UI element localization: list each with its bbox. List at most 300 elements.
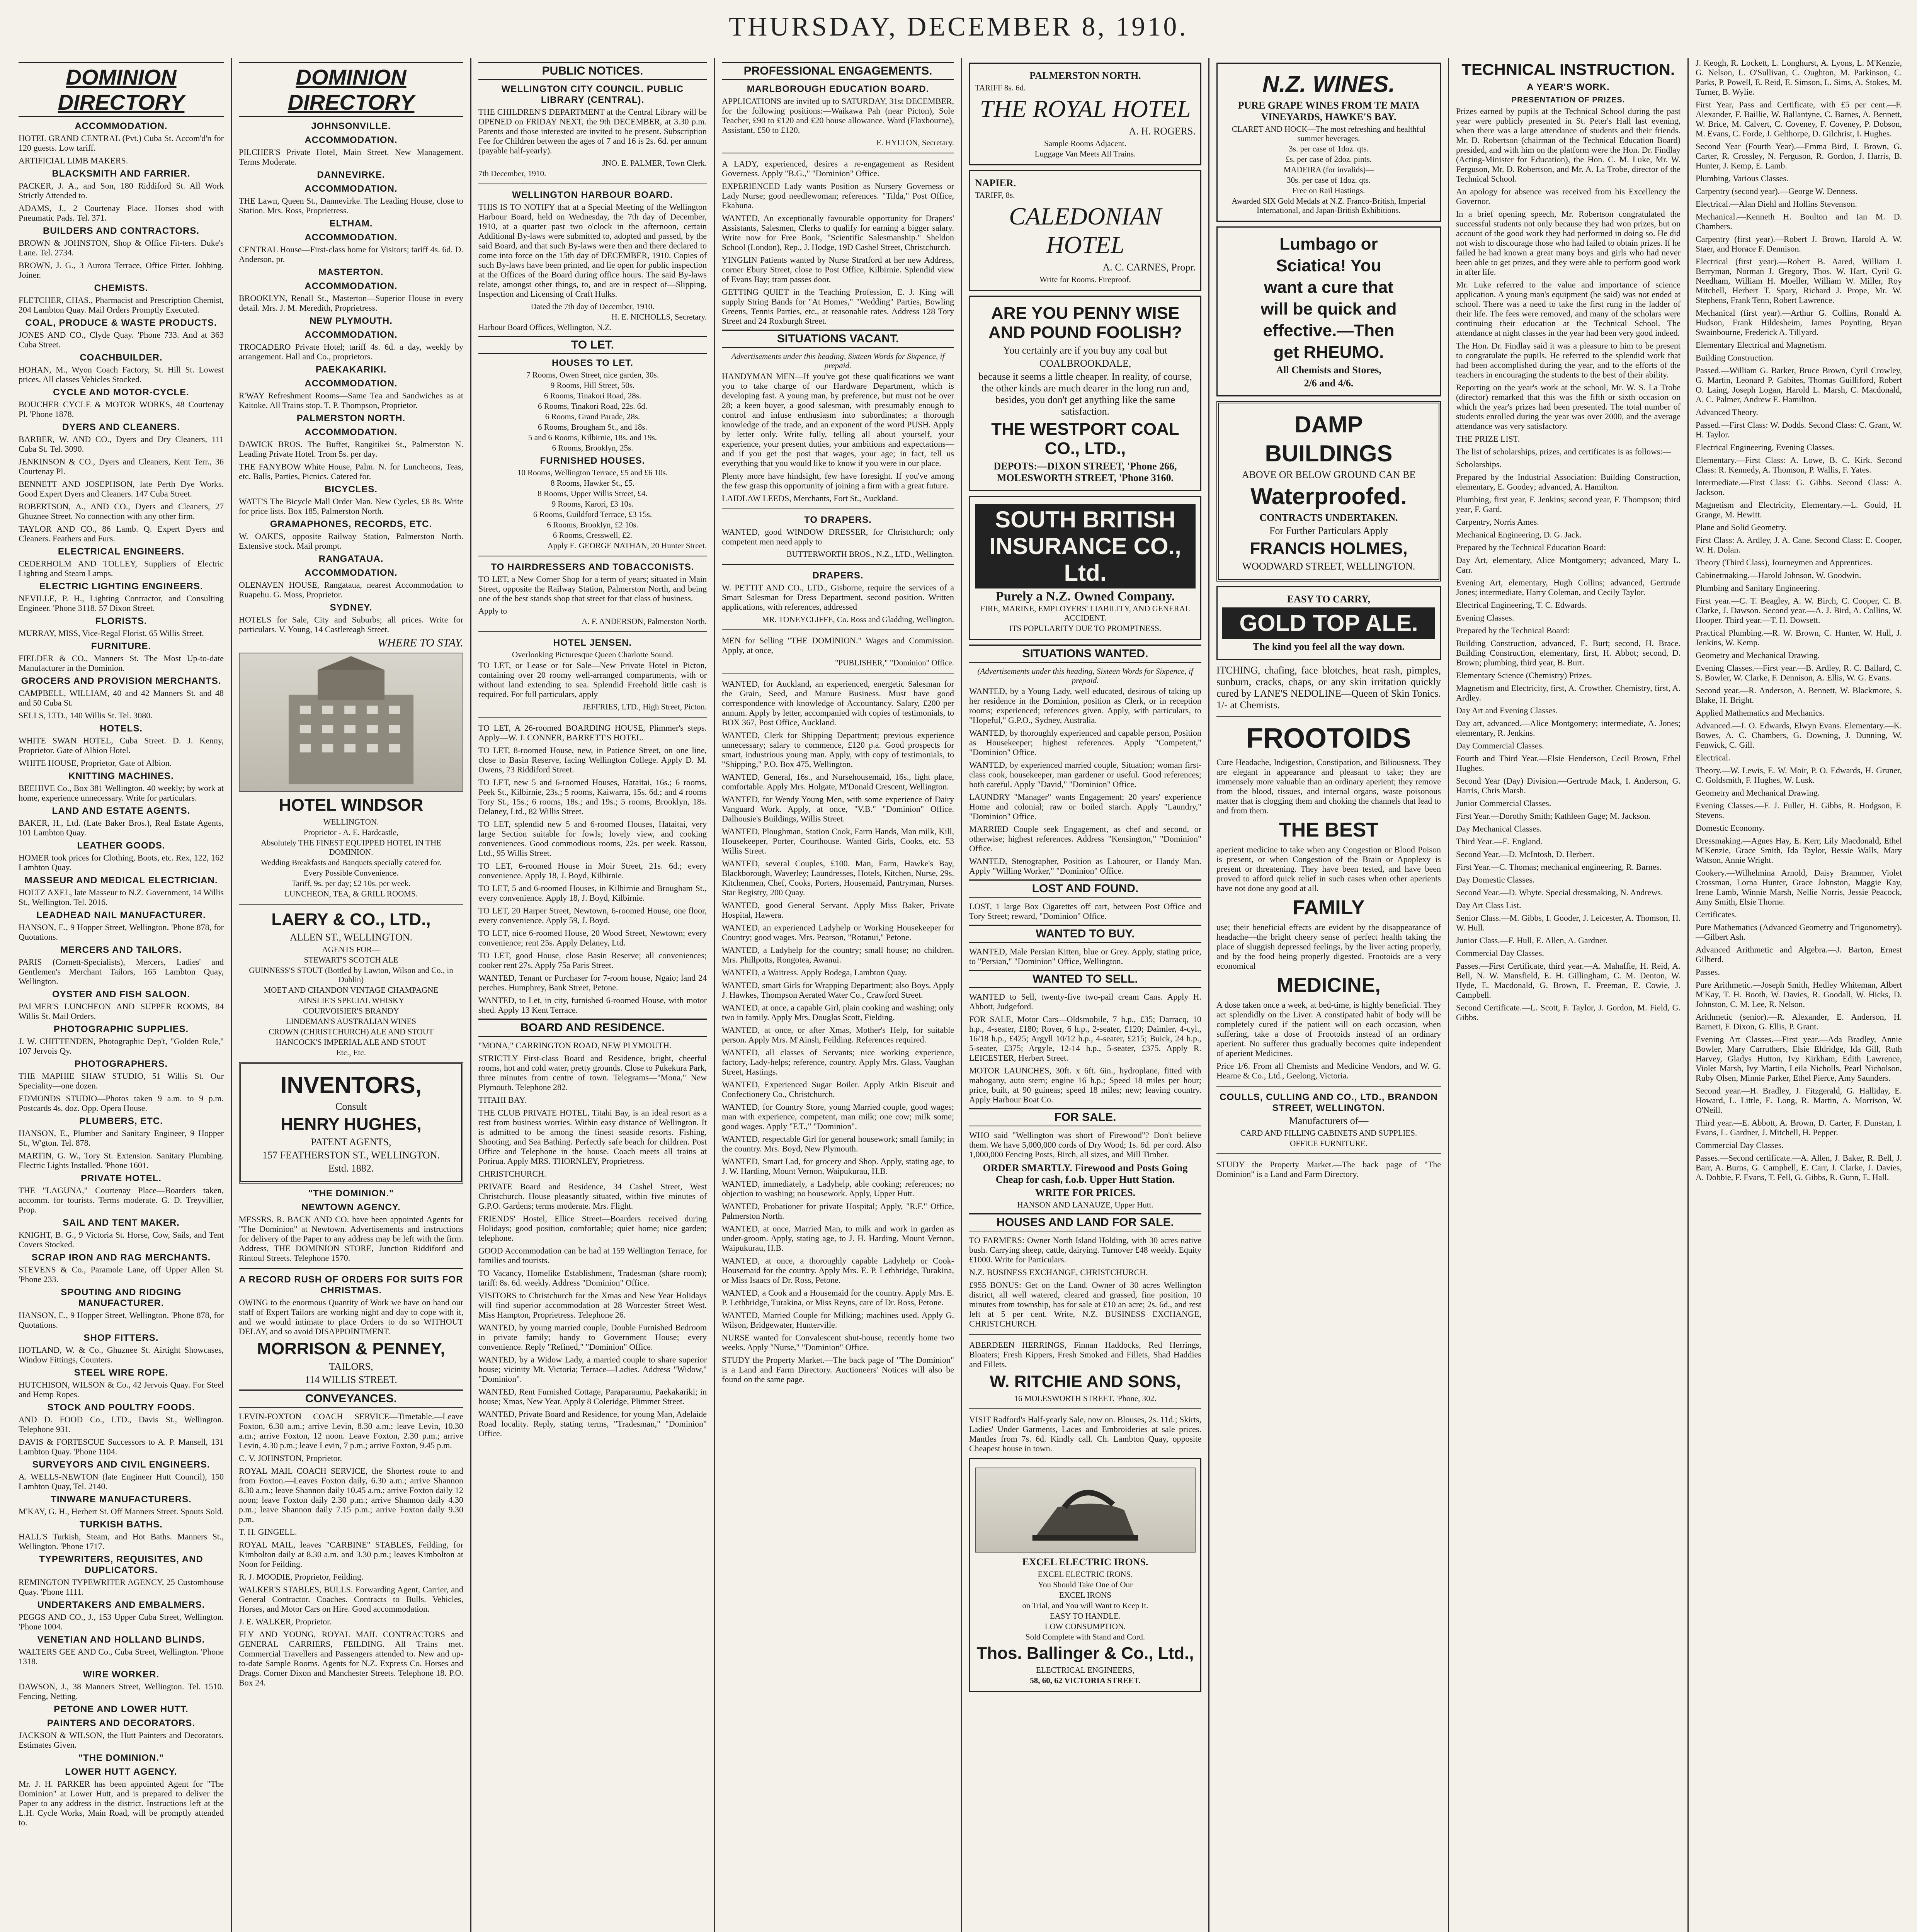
directory-entry: ADAMS, J., 2 Courtenay Place. Horses shod with Pneumatic Pads. Tel. 371. [19,203,224,223]
royal-hotel-name: THE ROYAL HOTEL [980,95,1191,122]
morrison-address: 114 WILLIS STREET. [305,1374,397,1385]
directory-entry: JENKINSON & CO., Dyers and Cleaners, Kent Terr., 36 Courtenay Pl. [19,457,224,476]
board-entry: TITAHI BAY. [478,1095,527,1105]
laery-line: COURVOISIER'S BRANDY [303,1006,399,1015]
morrison-sub: TAILORS, [329,1361,373,1372]
vacant-entry: WANTED, respectable Girl for general housework; small family; in the country. Mrs. Boyd, New Plymouth. [722,1134,954,1153]
directory-entry: TAYLOR AND CO., 86 Lamb. Q. Expert Dyers and Cleaners. Feathers and Furs. [19,524,224,543]
laery-line: AINSLIE'S SPECIAL WHISKY [298,996,405,1005]
directory-entry: BOUCHER CYCLE & MOTOR WORKS, 48 Courtenay Pl. 'Phone 1878. [19,400,224,419]
directory-heading: LAND AND ESTATE AGENTS. [52,806,191,816]
frootoids-title: FROOTOIDS [1246,723,1411,754]
coal-headline: ARE YOU PENNY WISE AND POUND FOOLISH? [988,304,1182,342]
prize-entry: Mechanical.—Kenneth H. Boulton and Ian M. D. Chambers. [1696,212,1902,231]
laery-agency-list [239,945,463,1057]
furnished-listing: 9 Rooms, Karori, £3 10s. [551,499,634,509]
westport-coal-ad [969,296,1201,491]
caledonian-name: CALEDONIAN HOTEL [1009,202,1162,259]
directory-entry: BROWN, J. G., 3 Aurora Terrace, Office Fitter. Jobbing. Joiner. [19,260,224,280]
conveyance-entry: R. J. MOODIE, Proprietor, Feilding. [239,1572,364,1582]
prize-list-continued [1696,58,1902,1182]
article-paragraph: The list of scholarships, prizes, and certificates is as follows:— [1456,447,1671,456]
directory-heading: UNDERTAKERS AND EMBALMERS. [37,1600,205,1610]
hotel-windsor-line: Proprietor - A. E. Hardcastle, [303,828,399,837]
vacant-entry: NURSE wanted for Convalescent shut-house, recently home two weeks. Apply "Nurse," "Dominion" Office. [722,1333,954,1352]
directory-heading: ACCOMMODATION. [304,568,398,578]
directory-entry: JONES AND CO., Clyde Quay. 'Phone 733. And at 363 Cuba Street. [19,330,224,349]
rheumo-ad [1216,226,1441,396]
vacant-ads [722,371,954,503]
vacant-entry: WANTED, smart Girls for Wrapping Department; also Boys. Apply J. Hawkes, Thompson Aerated Water Co., Crawford Street. [722,980,954,1000]
divider [1216,716,1441,717]
directory-heading: ACCOMMODATION. [304,378,398,389]
directory-heading: CYCLE AND MOTOR-CYCLE. [53,387,189,398]
directory-entry: THE Lawn, Queen St., Dannevirke. The Leading House, close to Station. Mrs. Ross, Proprietress. [239,196,463,215]
directory-entry: HANSON, E., Plumber and Sanitary Engineer, 9 Hopper St., W'gton. Tel. 878. [19,1128,224,1148]
sbi-details [975,604,1196,633]
directory-entry: R'WAY Refreshment Rooms—Same Tea and Sandwiches as at Kaitoke. All Trains stop. T. P. Thompson, Proprietor. [239,391,463,410]
to-let-entry: TO LET, nice 6-roomed House, 20 Wood Street, Newtown; every convenience; rent 25s. Apply Delaney, Ltd. [478,928,707,947]
directory-heading: SPOUTING AND RIDGING MANUFACTURER. [61,1287,182,1308]
directory-entry: PALMER'S LUNCHEON AND SUPPER ROOMS, 84 Willis St. Mail Orders. [19,1002,224,1021]
to-let-entry: TO LET, 8-roomed House, new, in Patience Street, on one line, close to Basin Reserve, facing Wellington College. Apply D. M. Owens, 73 Riddiford Street. [478,745,707,774]
prize-entry: Pure Mathematics (Advanced Geometry and Trigonometry).—Gilbert Ash. [1696,922,1902,942]
prize-entry: Theory (Third Class), Journeymen and Apprentices. [1696,558,1873,567]
hairdressers-apply: Apply to [478,606,507,616]
house-sale-entry: TO FARMERS: Owner North Island Holding, with 30 acres native bush. Carrying sheep, cattle, dairying. Turnover £48 weekly. Equity £1000. Write for Particulars. [969,1235,1201,1264]
order-smartly: ORDER SMARTLY. Firewood and Posts Going Cheap for cash, f.o.b. Upper Hutt Station. [983,1162,1188,1185]
wine-line: 30s. per case of 1doz. qts. [1287,175,1371,185]
coulls-title: COULLS, CULLING AND CO., LTD., BRANDON STREET, WELLINGTON. [1220,1092,1438,1113]
prize-entry: Advanced Theory. [1696,407,1758,417]
inventors-name: HENRY HUGHES, [281,1115,422,1134]
prize-entry: Second Certificate.—L. Scott, F. Taylor, J. Gordon, M. Field, G. Gibbs. [1456,1003,1681,1022]
ritchie-name: W. RITCHIE AND SONS, [990,1372,1181,1391]
board-entry: STRICTLY First-class Board and Residence, bright, cheerful rooms, hot and cold water, pretty grounds. Close to Pukekura Park, three minutes from centre of town. Telegrams—"Mona," New Plymouth. Telephone 282. [478,1053,707,1092]
prize-entry: Second year.—R. Anderson, A. Bennett, W. Blackmore, S. Blake, H. Bright. [1696,685,1902,705]
column-prize-list-continued [1689,58,1909,1932]
rheumo-price: 2/6 and 4/6. [1304,378,1354,389]
directory-heading: FURNITURE. [91,641,151,651]
to-let-entry: TO LET, good House, close Basin Reserve; all conveniences; cooker rent 27s. Apply 75a Paris Street. [478,951,707,970]
caledonian-hotel-ad [969,170,1201,291]
directory-entry: PARIS (Cornett-Specialists), Mercers, Ladies' and Gentlemen's Merchant Tailors, 165 Lambton Quay, Wellington. [19,957,224,986]
damp-buildings-ad [1216,401,1441,582]
laery-line: MOET AND CHANDON VINTAGE CHAMPAGNE [264,985,439,995]
rheumo-line: want a cure that [1264,278,1393,297]
directory-heading: BICYCLES. [324,484,378,495]
directory-heading: MASSEUR AND MEDICAL ELECTRICIAN. [24,875,218,886]
conveyance-entry: T. H. GINGELL. [239,1527,297,1537]
prize-entry: Practical Plumbing.—R. W. Brown, C. Hunter, W. Hull, J. Jenkins, W. Kemp. [1696,628,1902,647]
directory-entry: WHITE SWAN HOTEL, Cuba Street. D. J. Kenny, Proprietor. Gate of Albion Hotel. [19,736,224,755]
prize-entry: Electrical. [1696,753,1730,762]
vacant-entry: WANTED, several Couples, £100. Man, Farm, Hawke's Bay, Blackborough, Waverley; Laundresses, Hotels, Kitchen, Nurse, 29s. Kitchenmen, Chef, Cooks, Porters, Housemaid, Pantryman, Nurses. Star Registry, 200 Quay. [722,859,954,897]
frootoids-medicine: MEDICINE, [1277,974,1381,997]
gold-top-top: EASY TO CARRY, [1287,594,1371,605]
prize-entry: Fourth and Third Year.—Elsie Henderson, Cecil Brown, Ethel Hughes. [1456,753,1681,773]
situation-wanted-entry: MARRIED Couple seek Engagement, as chef and second, or otherwise; highest references. Address "Kensington," "Dominion" Office. [969,824,1201,853]
jensen-title: HOTEL JENSEN. [553,638,632,648]
damp-mid: ABOVE OR BELOW GROUND CAN BE [1242,469,1416,480]
royal-hotel-line: Sample Rooms Adjacent. [1044,139,1126,148]
directory-entry: JACKSON & WILSON, the Hutt Painters and Decorators. Estimates Given. [19,1730,224,1750]
prize-entry: Second Year (Day) Division.—Gertrude Mack, I. Anderson, G. Harris, Chris Marsh. [1456,776,1681,795]
prize-entry: Day Art Class List. [1456,900,1521,910]
prize-entry: Day Domestic Classes. [1456,875,1535,884]
houses-sale-heading: HOUSES AND LAND FOR SALE. [969,1213,1201,1231]
nz-wines-title: N.Z. WINES. [1262,71,1395,97]
prize-entry: Plane and Solid Geometry. [1696,522,1787,532]
house-sale-entry: N.Z. BUSINESS EXCHANGE, CHRISTCHURCH. [969,1267,1148,1277]
prize-entry: Scholarships. [1456,459,1502,469]
prize-entry: Evening Classes.—First year.—B. Ardley, R. C. Ballard, C. S. Bowler, W. Clarke, F. Dennison, A. Ellis, W. G. Evans. [1696,663,1902,682]
directory-heading: SAIL AND TENT MAKER. [63,1218,180,1228]
house-listing: 9 Rooms, Hill Street, 50s. [550,381,635,390]
for-sale-heading: FOR SALE. [969,1108,1201,1126]
frootoids-medicine-body: A dose taken once a week, at bed-time, is highly beneficial. They act splendidly on the Liver. A constipated habit of body will be completely cured if the patient will on each occasion, when suffering, take a dose of Frootoids instead of an ordinary aperient. No sufferer thus gradually becomes quite independent of aperient Medicines. [1216,1000,1441,1058]
houses-sign: Apply E. GEORGE NATHAN, 20 Hunter Street. [547,541,707,550]
drapers-sign: MR. TONEYCLIFFE, Co. Ross and Gladding, Wellington. [762,615,954,624]
board-entry: WANTED, Rent Furnished Cottage, Paraparaumu, Paekakariki; in house; Xmas, New Year. Apply 8 Coleridge, Plimmer Street. [478,1387,707,1406]
directory-heading: ACCOMMODATION. [304,135,398,145]
vacant-entry: WANTED, all classes of Servants; nice working experience, factory, Lady-helps; reference, country. Apply Mrs. Glass, Vaughan Street, Hastings. [722,1048,954,1077]
iron-details [975,1570,1196,1641]
directory-heading: JOHNSONVILLE. [311,121,391,131]
situations-wanted-heading: SITUATIONS WANTED. [969,645,1201,663]
prize-entry: Magnetism and Electricity, first, A. Crowther. Chemistry, first, A. Ardley. [1456,683,1681,702]
prize-entry: Evening Classes.—F. J. Fuller, H. Gibbs, R. Hodgson, F. Stevens. [1696,801,1902,820]
vacant-entry: WANTED, Ploughman, Station Cook, Farm Hands, Man milk, Kill, Housekeeper, Porter, Courthouse. Wanted Girls, Cooks, etc. 53 Willis Street. [722,827,954,855]
wine-line: Free on Rail Hastings. [1292,186,1365,195]
jensen-subtitle: Overlooking Picturesque Queen Charlotte Sound. [512,650,673,659]
prize-entry: Elementary.—First Class: A. Lowe, B. C. Kirk. Second Class: R. Kennedy, A. Thomson, P. Wallis, F. Yates. [1696,455,1902,474]
directory-entry: THE MAPHIE SHAW STUDIO, 51 Willis St. Our Speciality—one dozen. [19,1071,224,1090]
vacant-entry: WANTED, a Ladyhelp for the country; small house; no children. Mrs. Phillpotts, Rongotea, Awanui. [722,945,954,964]
technical-sub: A YEAR'S WORK. [1527,82,1610,92]
prize-entry: First Year.—Dorothy Smith; Kathleen Gage; M. Jackson. [1456,811,1651,821]
conveyances-heading: CONVEYANCES. [239,1389,463,1408]
column-public-notices [471,58,715,1932]
prize-entry: Mechanical Engineering, D. G. Jack. [1456,530,1582,539]
directory-entry: BROOKLYN, Renall St., Masterton—Superior House in every detail. Mrs. J. M. Meredith, Proprietress. [239,293,463,313]
directory-heading: LEADHEAD NAIL MANUFACTURER. [36,910,206,920]
wanted-sell-heading: WANTED TO SELL. [969,970,1201,988]
prize-entry: Advanced Arithmetic and Algebra.—J. Barton, Ernest Gilberd. [1696,945,1902,964]
prize-entry: Passes. [1696,967,1720,977]
hotel-windsor-line: Every Possible Convenience. [303,868,399,878]
coal-line: because it seems a little cheaper. In reality, of course, the other kinds are much dearer in the long run and, besides, you don't get anything like the same satisfaction. [978,371,1192,417]
furnished-listing: 6 Rooms, Brooklyn, £2 10s. [547,520,638,529]
directory-entry: WATT'S The Bicycle Mall Order Man. New Cycles, £8 8s. Write for price lists. Box 185, Palmerston North. [239,497,463,516]
jensen-body: TO LET, or Lease or for Sale—New Private Hotel in Picton, containing over 20 roomy well-arranged compartments, with or without land extending to sea. Splendid Freehold little cash is required. For full particulars, apply [478,660,707,699]
prize-entry: Cabinetmaking.—Harold Johnson, W. Goodwin. [1696,570,1861,580]
iron-line: EXCEL ELECTRIC IRONS. [1038,1570,1133,1579]
prize-entry: Geometry and Mechanical Drawing. [1696,788,1820,798]
directory-heading: PHOTOGRAPHERS. [74,1059,168,1069]
gold-top-ale-ad [1216,586,1441,660]
directory-heading: BLACKSMITH AND FARRIER. [52,168,191,179]
article-paragraph: An apology for absence was received from his Excellency the Governor. [1456,187,1681,206]
directory-entry: NEVILLE, P. H., Lighting Contractor, and Consulting Engineer. 'Phone 3118. 57 Dixon Street. [19,594,224,613]
iron-line: You Should Take One of Our [1038,1580,1133,1589]
damp-waterproofed: Waterproofed. [1250,483,1407,509]
to-let-entry: TO LET, 20 Harper Street, Newtown, 6-roomed House, one floor, every convenience. Apply 59, J. Boyd. [478,906,707,925]
prize-entry: First Year, Pass and Certificate, with £5 per cent.—F. Alexander, F. Baillie, W. Ballantyne, C. Barnes, A. Bennett, W. Brice, M. Calvert, C. Coveney, F. Coveney, P. Dobson, M. Evans, C. Forde, J. Gelthorpe, D. Gilchrist, I. Hughes. [1696,100,1902,138]
hairdressers-body: TO LET, a New Corner Shop for a term of years; situated in Main Street, opposite the Railway Station, Palmerston North, and being one of the best stands shop that street for that class of business. [478,574,707,603]
directory-entry: PILCHER'S Private Hotel, Main Street. New Management. Terms Moderate. [239,147,463,167]
rheumo-line: Sciatica! You [1276,256,1381,275]
to-let-entry: TO LET, A 26-roomed BOARDING HOUSE, Plimmer's steps. Apply—W. J. CONNER, BARRETT'S HOTEL. [478,723,707,742]
prize-entry: Second Year.—D. McIntosh, D. Herbert. [1456,849,1595,859]
wanted-buy-entry: WANTED, Male Persian Kitten, blue or Grey. Apply, stating price, to "Persian," "Dominion" Office, Wellington. [969,947,1201,966]
directory-heading: STEEL WIRE ROPE. [74,1367,168,1378]
damp-address: WOODWARD STREET, WELLINGTON. [1242,561,1415,572]
laery-line: GUINNESS'S STOUT (Bottled by Lawton, Wilson and Co., in Dublin) [249,966,453,984]
lost-entry: LOST, 1 large Box Cigarettes off cart, between Post Office and Tory Street; reward, "Dominion" Office. [969,901,1201,921]
prize-entry: Senior Class.—M. Gibbs, I. Gooder, J. Leicester, A. Thomson, H. W. Hull. [1456,913,1681,932]
prize-entry: Commercial Day Classes. [1696,1140,1784,1150]
conveyance-entry: LEVIN-FOXTON COACH SERVICE—Timetable.—Leave Foxton, 6.30 a.m.; arrive Levin, 8.30 a.m.; leave Levin, 10.30 a.m.; arrive Foxton, 12 noon. Leave Foxton, 2.30 p.m.; arrive Levin, 4.30 p.m.; leave Levin, 7 p.m.; arrive Foxton, 9.45 p.m. [239,1412,463,1450]
vacant-entry: STUDY the Property Market.—The back page of "The Dominion" is a Land and Farm Directory. Auctioneers' Notices will also be found on the same page. [722,1355,954,1384]
harbour-date: Dated the 7th day of December, 1910. [531,302,655,311]
directory-entry: TROCADERO Private Hotel; tariff 4s. 6d. a day, weekly by arrangement. Hall and Co., proprietors. [239,342,463,361]
conveyance-entry: ROYAL MAIL, leaves "CARBINE" STABLES, Feilding, for Kimbolton daily at 8.30 a.m. and 3.30 p.m.; leaves Kimbolton at Noon for Feilding. [239,1540,463,1569]
laery-line: CROWN (CHRISTCHURCH) ALE AND STOUT [269,1027,434,1036]
rheumo-line: effective.—Then [1263,321,1395,340]
prize-entry: Building Construction. [1696,353,1774,362]
directory-entry: THE FANYBOW White House, Palm. N. for Luncheons, Teas, etc. Balls, Parties, Picnics. Catered for. [239,462,463,481]
drapers-body: W. PETTIT AND CO., LTD., Gisborne, require the services of a Smart Salesman for Dress Department, second position. Written applications, with references, addressed [722,583,954,612]
technical-heading: TECHNICAL INSTRUCTION. [1461,60,1675,78]
masthead: THURSDAY, DECEMBER 8, 1910. [729,12,1188,42]
vacant-entry: WANTED, at once, a capable Girl, plain cooking and washing; only two in family. Apply Mrs. Douglas Scott, Fielding. [722,1003,954,1022]
vacant-entry: WANTED, good General Servant. Apply Miss Baker, Private Hospital, Hawera. [722,900,954,920]
hotel-windsor-line: WELLINGTON. [323,817,379,827]
coal-line: COALBROOKDALE, [1039,358,1131,369]
prize-entry: Evening Art Classes.—First year.—Ada Bradley, Annie Bowler, Mary Carruthers, Elsie Eldridge, Ida Gill, Ruth Harvey, Gladys Hutton, Ivy Kirkham, Edith Lawrence, Violet Marsh, Ivy Martin, Leila Nicholls, Pearl Nicholson, Ruby Olsen, Minnie Parker, Ethel Pierce, Amy Saunders. [1696,1034,1902,1083]
board-entry: GOOD Accommodation can be had at 159 Wellington Terrace, for families and tourists. [478,1246,707,1265]
wine-line: CLARET AND HOCK—The most refreshing and healthful summer beverages. [1232,124,1426,143]
iron-line: LOW CONSUMPTION. [1044,1622,1126,1631]
harbour-title: WELLINGTON HARBOUR BOARD. [512,190,673,200]
conveyance-entry: J. E. WALKER, Proprietor. [239,1617,332,1626]
rheumo-headline [1222,235,1435,362]
directory-heading: DYERS AND CLEANERS. [62,422,180,432]
directory-heading: PAEKAKARIKI. [315,364,387,375]
vacant-entry: WANTED, Probationer for private Hospital; Apply, "R.F." Office, Palmerston North. [722,1201,954,1221]
directory-entry: HOTELS for Sale, City and Suburbs; all prices. Write for particulars. V. Young, 14 Castlereagh Street. [239,615,463,634]
hotel-windsor-line: Wedding Breakfasts and Banquets specially catered for. [260,858,442,867]
directory-entry: WHITE HOUSE, Proprietor, Gate of Albion. [19,758,172,768]
directory-entry: W. OAKES, opposite Railway Station, Palmerston North. Extensive stock. Mail prompt. [239,531,463,551]
gold-top-sub: The kind you feel all the way down. [1253,641,1405,652]
directory-heading: MASTERTON. [318,267,384,277]
board-entry: WANTED, by young married couple, Double Furnished Bedroom in private family; handy to Government House; every convenience. Reply "Refined," "Dominion" Office. [478,1323,707,1352]
directory-heading: SCRAP IRON AND RAG MERCHANTS. [31,1252,211,1263]
directory-entry: CEDERHOLM AND TOLLEY, Suppliers of Electric Lighting and Steam Lamps. [19,559,224,578]
directory-heading: DANNEVIRKE. [317,170,385,180]
damp-name: FRANCIS HOLMES, [1250,539,1408,558]
board-heading: BOARD AND RESIDENCE. [478,1019,707,1037]
directory-heading: PALMERSTON NORTH. [296,413,406,423]
marlborough-sign: E. HYLTON, Secretary. [876,138,954,147]
to-drapers-title: TO DRAPERS. [804,515,872,525]
directory-entry: M'KAY, G. H., Herbert St. Off Manners Street. Spouts Sold. [19,1507,224,1516]
directory-entry: FLETCHER, CHAS., Pharmacist and Prescription Chemist, 204 Lambton Quay. Mail Orders Promptly Executed. [19,295,224,315]
sbi-line: ITS POPULARITY DUE TO PROMPTNESS. [1009,624,1162,633]
directory-entry: PACKER, J. A., and Son, 180 Riddiford St. All Work Strictly Attended to. [19,181,224,200]
situations-note: Advertisements under this heading, Sixteen Words for Sixpence, if prepaid. [731,352,945,370]
prize-entry: Cookery.—Wilhelmina Arnold, Daisy Brammer, Violet Crossman, Lorna Hunter, Grace Johnston, Maggie Kay, Irene Lamb, Winnie Marsh, Nellie Norris, Jessie Peacock, Amy Smith, Elsie Thorne. [1696,868,1902,906]
prize-entry: J. Keogh, R. Lockett, L. Longhurst, A. Lyons, L. M'Kenzie, G. Nelson, L. O'Sullivan, C. Oughton, M. Parkinson, C. Parks, P. Powell, E. Reid, E. Simson, L. Sims, A. Stokes, M. Turner, B. Wylie. [1696,58,1902,97]
vacant-entry: WANTED, at once, Married Man, to milk and work in garden as under-groom. Apply, stating age, to J. H. Harding, Mount Vernon, Waipukurau, H.B. [722,1224,954,1253]
to-let-entry: TO LET, splendid new 5 and 6-roomed Houses, Hataitai, very large Section suitable for fowls; lovely view, and cooking conveniences. Good commodious rooms, 22s. per week. Rassou, Ltd., 95 Willis Street. [478,819,707,858]
vacant-entry: WANTED, Married Couple for Milking; machines used. Apply G. Wilson, Bridgewater, Hunterville. [722,1310,954,1330]
directory-heading: TYPEWRITERS, REQUISITES, AND DUPLICATORS. [39,1554,203,1575]
directory-entry: KNIGHT, B. G., 9 Victoria St. Horse, Cow, Sails, and Tent Covers Stocked. [19,1230,224,1249]
hotel-windsor-line: LUNCHEON, TEA, & GRILL ROOMS. [284,889,418,898]
house-listing: 6 Rooms, Tinakori Road, 22s. 6d. [538,401,647,411]
prize-entry: Junior Class.—F. Hull, E. Allen, A. Gardner. [1456,935,1608,945]
damp-line: BUILDINGS [1265,440,1393,466]
prize-entry: Junior Commercial Classes. [1456,798,1551,808]
situations-vacant-heading: SITUATIONS VACANT. [722,330,954,348]
public-notices-heading: PUBLIC NOTICES. [478,62,707,80]
directory-entry: BARBER, W. AND CO., Dyers and Dry Cleaners, 111 Cuba St. Tel. 3090. [19,434,224,454]
vacant-entry: WANTED, a Cook and a Housemaid for the country. Apply Mrs. E. P. Lethbridge, Turakina, or Miss Reyns, care of Dr. Ross, Petone. [722,1288,954,1307]
directory-entry: ARTIFICIAL LIMB MAKERS. [19,156,128,165]
inventors-line: Estd. 1882. [328,1163,374,1174]
iron-title: EXCEL ELECTRIC IRONS. [1022,1556,1148,1568]
where-to-stay-heading: WHERE TO STAY. [378,636,463,649]
prize-entry: Evening Art, elementary, Hugh Collins; advanced, Gertrude Jones; intermediate, Harry Coleman, and Cecily Taylor. [1456,578,1681,597]
prize-entry: Passes.—Second certificate.—A. Allen, J. Baker, R. Bell, J. Barr, A. Burns, G. Campbell, E. Carr, J. Clarke, J. Davies, A. Dobbie, F. Evans, T. Fell, G. Gibbs, R. Gunn, E. Hall. [1696,1153,1902,1182]
laery-address: ALLEN ST., WELLINGTON. [289,932,412,943]
drapers-title: DRAPERS. [812,570,864,581]
to-let-heading: TO LET. [478,336,707,354]
directory-entry: HOTLAND, W. & Co., Ghuznee St. Airtight Showcases, Window Fittings, Counters. [19,1345,224,1364]
directory-entry: HANSON, E., 9 Hopper Street, Wellington. 'Phone 878, for Quotations. [19,1310,224,1330]
prize-entry: Electrical Engineering, Evening Classes. [1696,442,1834,452]
prize-entry: Passes.—First Certificate, third year.—A. Mahaffie, H. Reid, A. Bell, N. W. Mansfield, E. H. Gillingham, C. M. Denton, W. Hyde, E. Macdonald, G. Brown, E. Freeman, E. Cowie, J. Campbell. [1456,961,1681,1000]
prize-entry: Carpentry (second year).—George W. Denness. [1696,186,1858,196]
article-paragraph: THE PRIZE LIST. [1456,434,1520,444]
vacant-entry: WANTED, immediately, a Ladyhelp, able cooking; references; no objection to washing; no housework. Apply, Upper Hutt. [722,1179,954,1198]
inventors-title: INVENTORS, [280,1072,422,1098]
vacant-entry: WANTED, General, 16s., and Nursehousemaid, 16s., light place, comfortable. Apply Mrs. Holgate, M'Donald Crescent, Wellington. [722,772,954,791]
house-listing: 6 Rooms, Grand Parade, 28s. [545,412,640,421]
inventors-line: PATENT AGENTS, [311,1136,391,1148]
hanson-sign: HANSON AND LANAUZE, Upper Hutt. [1017,1200,1153,1209]
prize-entry: Plumbing, Various Classes. [1696,173,1789,183]
divider [1216,1153,1441,1154]
directory-entry: Mr. J. H. PARKER has been appointed Agent for "The Dominion" at Lower Hutt, and is prepared to deliver the Paper to any address in the district. Instructions left at the L.H. Cycle Works, Main Road, will be promptly attended to. [19,1779,224,1827]
directory-heading: PRIVATE HOTEL. [80,1173,162,1184]
sbi-title: SOUTH BRITISH INSURANCE CO., Ltd. [975,504,1196,588]
prize-entry: Carpentry (first year).—Robert J. Brown, Harold A. W. Staer, and Horace F. Dennison. [1696,234,1902,253]
sbi-subtitle: Purely a N.Z. Owned Company. [995,589,1175,604]
inventors-ad [239,1062,463,1184]
board-entry: CHRISTCHURCH. [478,1169,546,1179]
directory-entry: HALL'S Turkish, Steam, and Hot Baths. Manners St., Wellington. 'Phone 1717. [19,1532,224,1551]
prize-entry: Arithmetic (senior).—R. Alexander, E. Anderson, H. Barnett, F. Dixon, G. Ellis, P. Grant. [1696,1012,1902,1031]
directory-heading: ACCOMMODATION. [304,232,398,243]
situation-wanted-entry: LAUNDRY "Manager" wants Engagement; 20 years' experience Home and colonial; raw or boiled starch. Apply "Laundry," "Dominion" Office. [969,792,1201,821]
directory-entry: HOHAN, M., Wyon Coach Factory, St. Hill St. Lowest prices. All classes Vehicles Stocked. [19,365,224,384]
frootoids-best: THE BEST [1279,819,1379,841]
library-sign: JNO. E. PALMER, Town Clerk. [602,158,707,168]
column-hotels-insurance [962,58,1209,1932]
houses-title: HOUSES TO LET. [552,358,633,368]
directory-heading: SHOP FITTERS. [83,1333,159,1343]
lost-found-heading: LOST AND FOUND. [969,879,1201,898]
prize-entry: Plumbing and Sanitary Engineering. [1696,583,1820,593]
for-sale-entry: WHO said "Wellington was short of Firewood"? Don't believe them. We have 5,000,000 cords of Dry Wood; 1s. 6d. per cord. Also 1,000,000 Fencing Posts, Birch, all sizes, and Mill Timber. [969,1130,1201,1159]
directory-heading: ACCOMMODATION. [304,330,398,340]
vacant-entry: WANTED, at once, a thoroughly capable Ladyhelp or Cook-Housemaid for the country. Apply Mrs. E. P. Lethbridge, Turakina, or Miss Isaacs of Dr. Ross, Petone. [722,1256,954,1285]
board-entry: WANTED, by a Widow Lady, a married couple to share superior house; vicinity Mt. Victoria; Terrace—Ladies. Address "Widow," "Dominion". [478,1355,707,1384]
directory-entry: AND D. FOOD Co., LTD., Davis St., Wellington. Telephone 931. [19,1415,224,1434]
prize-entry: Electrical Engineering, T. C. Edwards. [1456,600,1587,610]
prize-entry: Commercial Day Classes. [1456,948,1544,958]
to-let-entry: TO LET, 5 and 6-roomed Houses, in Kilbirnie and Brougham St., every convenience. Apply 18, J. Boyd, Kilbirnie. [478,883,707,903]
vacant-entry: WANTED, Experienced Sugar Boiler. Apply Atkin Biscuit and Confectionery Co., Christchurch. [722,1080,954,1099]
directory-heading: PAINTERS AND DECORATORS. [47,1718,196,1728]
morrison-body: OWING to the enormous Quantity of Work we have on hand our staff of Expert Tailors are working night and day to cope with it, and we would intimate to place Orders to do so WITHOUT DELAY, and so avoid DISAPPOINTMENT. [239,1298,463,1336]
directory-heading: STOCK AND POULTRY FOODS. [47,1402,195,1413]
board-ads [478,1041,707,1438]
directory-entry: BEEHIVE Co., Box 381 Wellington. 40 weekly; by work at home, experience unnecessary. Write for particulars. [19,783,224,803]
conveyance-entry: C. V. JOHNSTON, Proprietor. [239,1453,342,1463]
column-advertisements [1209,58,1449,1932]
divider [722,629,954,630]
professional-ads [722,159,954,326]
situation-wanted-entry: WANTED, Stenographer, Position as Labourer, or Handy Man. Apply "Willing Worker," "Dominion" Office. [969,856,1201,876]
directory-entry: J. W. CHITTENDEN, Photographic Dep't, "Golden Rule," 107 Jervois Qy. [19,1036,224,1056]
house-listing: 6 Rooms, Tinakori Road, 28s. [544,391,641,400]
professional-entry: A LADY, experienced, desires a re-engagement as Resident Governess. Apply "B.G.," "Dominion" Office. [722,159,954,178]
excel-irons-ad [969,1458,1201,1692]
inventors-line: 157 FEATHERSTON ST., WELLINGTON. [262,1150,440,1161]
hairdressers-sign: A. F. ANDERSON, Palmerston North. [582,617,707,626]
directory-heading: TINWARE MANUFACTURERS. [51,1494,192,1505]
prize-entry: First Class: A. Ardley, J. A. Cane. Second Class: E. Cooper, W. H. Dolan. [1696,535,1902,554]
hotel-windsor-details [239,817,463,898]
prize-entry: Passed.—First Class: W. Dodds. Second Class: C. Grant, W. H. Taylor. [1696,420,1902,439]
directory-heading: KNITTING MACHINES. [68,771,174,781]
directory-entry: ROBERTSON, A., AND CO., Dyers and Cleaners, 27 Ghuznee Street. No connection with any other firm. [19,502,224,521]
ritchie-address: 16 MOLESWORTH STREET. 'Phone, 302. [1014,1394,1157,1403]
directory-heading: TURKISH BATHS. [80,1519,163,1530]
prize-entry: Dressmaking.—Agnes Hay, E. Kerr, Lily Macdonald, Ethel M'Kenzie, Grace Smith, Ida Taylor, Bessie Walls, Mary Watson, Annie Wright. [1696,836,1902,865]
caledonian-details [975,275,1196,284]
vacant-entry: WANTED, at once, or after Xmas, Mother's Help, for suitable person. Apply Mrs. M'Ainsh, Feilding. References required. [722,1025,954,1044]
directory-heading: ACCOMMODATION. [75,121,168,131]
houses-sale-list [969,1235,1201,1328]
conveyance-entry: ROYAL MAIL COACH SERVICE, the Shortest route to and from Foxton.—Leaves Foxton daily, 6.30 a.m.; arrive Shannon 8.30 a.m.; leave Shannon daily 10.45 a.m.; arrive Foxton daily 12 noon; leave Foxton daily 2.30 p.m.; arrive Shannon daily 4.30 p.m.; leave Shannon daily 7.15 p.m.; arrive Foxton daily 9.30 p.m. [239,1466,463,1524]
directory-entry: DAWICK BROS. The Buffet, Rangitikei St., Palmerston N. Leading Private Hotel. Trom 5s. per day. [239,439,463,459]
directory-entry: MURRAY, MISS, Vice-Regal Florist. 65 Willis Street. [19,628,204,638]
furnished-title: FURNISHED HOUSES. [540,456,645,466]
article-paragraph: Prizes earned by pupils at the Technical School during the past year were publicly presented in St. Peter's Hall last evening, when there was a large attendance of students and their friends. Mr. D. Robertson (chairman of the Technical Education Board) presided, and with him on the platform were the Hon. Dr. Findlay (Acting-Minister for Education), the Hon. C. M. Luke, Mr. W. Ferguson, Mr. D. Robertson, and Mr. A. La Trobe, director of the Technical School. [1456,106,1681,184]
frootoids-family: FAMILY [1293,896,1365,919]
directory-heading: PLUMBERS, ETC. [79,1116,163,1126]
wanted-buy-heading: WANTED TO BUY. [969,925,1201,943]
prize-entry: Day art, advanced.—Alice Montgomery; intermediate, A. Jones; elementary, R. Jenkins. [1456,718,1681,738]
directory-heading: PETONE AND LOWER HUTT. [54,1704,189,1714]
frootoids-price: Price 1/6. From all Chemists and Medicine Vendors, and W. G. Hearne & Co., Ltd., Geelong, Victoria. [1216,1061,1441,1080]
